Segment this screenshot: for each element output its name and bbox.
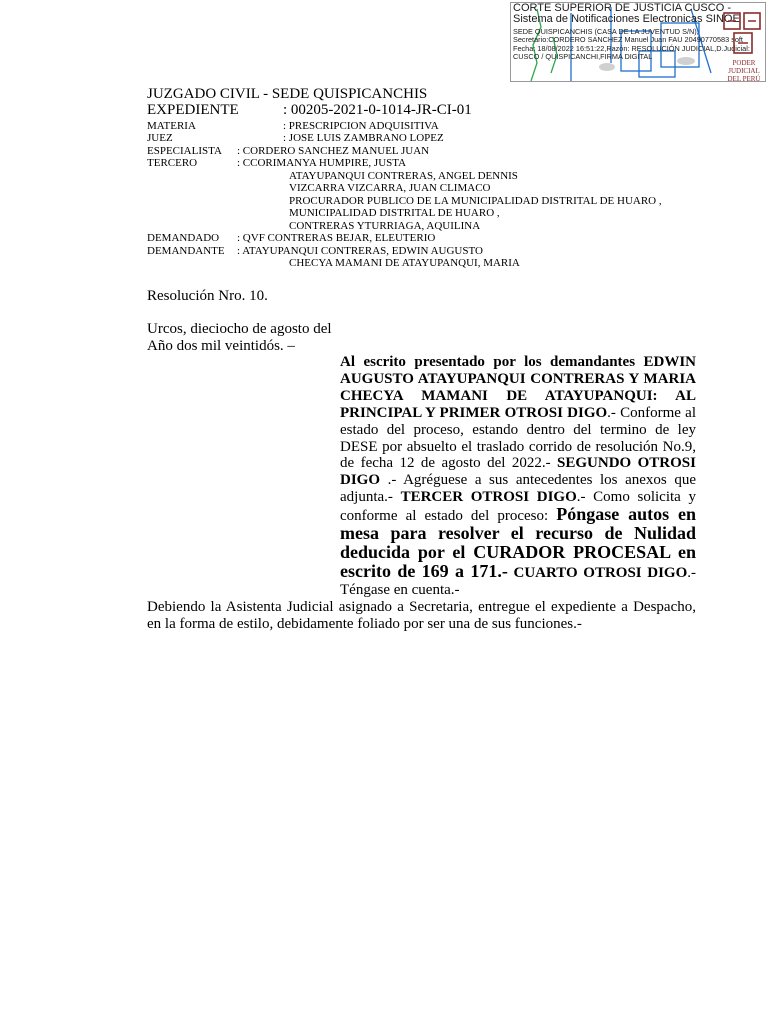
segundo-otrosi-text: .- Agréguese a sus antecedentes los anexos que adjunta.- bbox=[340, 472, 696, 506]
demandado-label: DEMANDADO bbox=[147, 232, 220, 244]
tercero-other: ATAYUPANQUI CONTRERAS, ANGEL DENNIS bbox=[289, 169, 518, 182]
date-line: Urcos, dieciocho de agosto del bbox=[147, 321, 332, 337]
cuarto-otrosi-label: CUARTO OTROSI DIGO bbox=[513, 564, 688, 581]
stamp-logo-text: PODER JUDICIAL DEL PERÚ bbox=[727, 59, 761, 82]
expediente-value: : 00205-2021-0-1014-JR-CI-01 bbox=[283, 102, 472, 118]
digital-signature-stamp bbox=[510, 2, 766, 82]
tercer-otrosi-text: .- Como solicita y conforme al estado del proceso: bbox=[340, 489, 696, 525]
demandante-value: : ATAYUPANQUI CONTRERAS, EDWIN AUGUSTO bbox=[237, 244, 483, 257]
resolution-body bbox=[147, 354, 696, 633]
tercer-otrosi-label: TERCER OTROSI DIGO bbox=[400, 489, 577, 506]
tercero-row bbox=[147, 157, 407, 170]
resolution-paragraph bbox=[147, 354, 696, 599]
especialista-value: : CORDERO SANCHEZ MANUEL JUAN bbox=[237, 144, 430, 157]
tercero-other: PROCURADOR PUBLICO DE LA MUNICIPALIDAD DISTRITAL DE HUARO , bbox=[289, 194, 662, 207]
materia-label: MATERIA bbox=[147, 120, 196, 132]
demandante-row bbox=[147, 244, 483, 258]
stamp-detail: SEDE QUISPICANCHIS (CASA DE LA JUVENTUD S/N), Secretario:CORDERO SANCHEZ Manuel Juan FAU 20490770583 soft Fecha: 18/08/2022 16:51:22,Razón: RESOLUCIÓN JUDICIAL,D.Judicial: CUSCO / QUISPICANCHI,FIRMA DIGITAL bbox=[513, 27, 750, 61]
closing-paragraph: Debiendo la Asistenta Judicial asignado a Secretaria, entregue el expediente a Despacho, en la forma de estilo, debidamente foliado por ser una de sus funciones.- bbox=[147, 598, 696, 632]
tercero-value: : CCORIMANYA HUMPIRE, JUSTA bbox=[237, 157, 407, 169]
materia-value: : PRESCRIPCION ADQUISITIVA bbox=[283, 120, 439, 132]
juez-label: JUEZ bbox=[147, 132, 173, 144]
autos-en-mesa-order: Póngase autos en mesa para resolver el recurso de Nulidad deducida por el CURADOR PROCESAL en escrito de 169 a 171.- bbox=[340, 504, 696, 581]
court-name: JUZGADO CIVIL - SEDE QUISPICANCHIS bbox=[147, 86, 428, 102]
expediente-label: EXPEDIENTE bbox=[147, 102, 239, 118]
juez-row bbox=[147, 132, 444, 145]
expediente-row bbox=[147, 102, 472, 119]
tercero-other: MUNICIPALIDAD DISTRITAL DE HUARO , bbox=[289, 207, 500, 219]
date-line: Año dos mil veintidós. – bbox=[147, 338, 295, 354]
principal-text: .- Conforme al estado del proceso, estando dentro del termino de ley DESE por absuelto el traslado corrido de resolución No.9, de fecha 12 de agosto del 2022.- bbox=[340, 404, 696, 472]
resolution-number: Resolución Nro. 10. bbox=[147, 288, 268, 304]
demandado-row bbox=[147, 232, 436, 245]
tercero-other: VIZCARRA VIZCARRA, JUAN CLIMACO bbox=[289, 182, 491, 194]
especialista-label: ESPECIALISTA bbox=[147, 144, 222, 157]
materia-row bbox=[147, 120, 439, 133]
tercero-label: TERCERO bbox=[147, 157, 198, 169]
demandante-other: CHECYA MAMANI DE ATAYUPANQUI, MARIA bbox=[289, 257, 520, 269]
tercero-other: CONTRERAS YTURRIAGA, AQUILINA bbox=[289, 219, 481, 232]
principal-clause: Al escrito presentado por los demandantes EDWIN AUGUSTO ATAYUPANQUI CONTRERAS Y MARIA CHECYA MAMANI DE ATAYUPANQUI: AL PRINCIPAL Y PRIMER OTROSI DIGO bbox=[340, 354, 696, 421]
especialista-row bbox=[147, 144, 430, 158]
juez-value: : JOSE LUIS ZAMBRANO LOPEZ bbox=[283, 132, 444, 144]
cuarto-otrosi-text: .-Téngase en cuenta.- bbox=[340, 564, 697, 598]
demandante-label: DEMANDANTE bbox=[147, 244, 225, 257]
stamp-title: CORTE SUPERIOR DE JUSTICIA CUSCO - Sistema de Notificaciones Electronicas SINOE bbox=[513, 2, 740, 25]
demandado-value: : QVF CONTRERAS BEJAR, ELEUTERIO bbox=[237, 232, 436, 244]
segundo-otrosi-label: SEGUNDO OTROSI DIGO bbox=[340, 455, 696, 489]
